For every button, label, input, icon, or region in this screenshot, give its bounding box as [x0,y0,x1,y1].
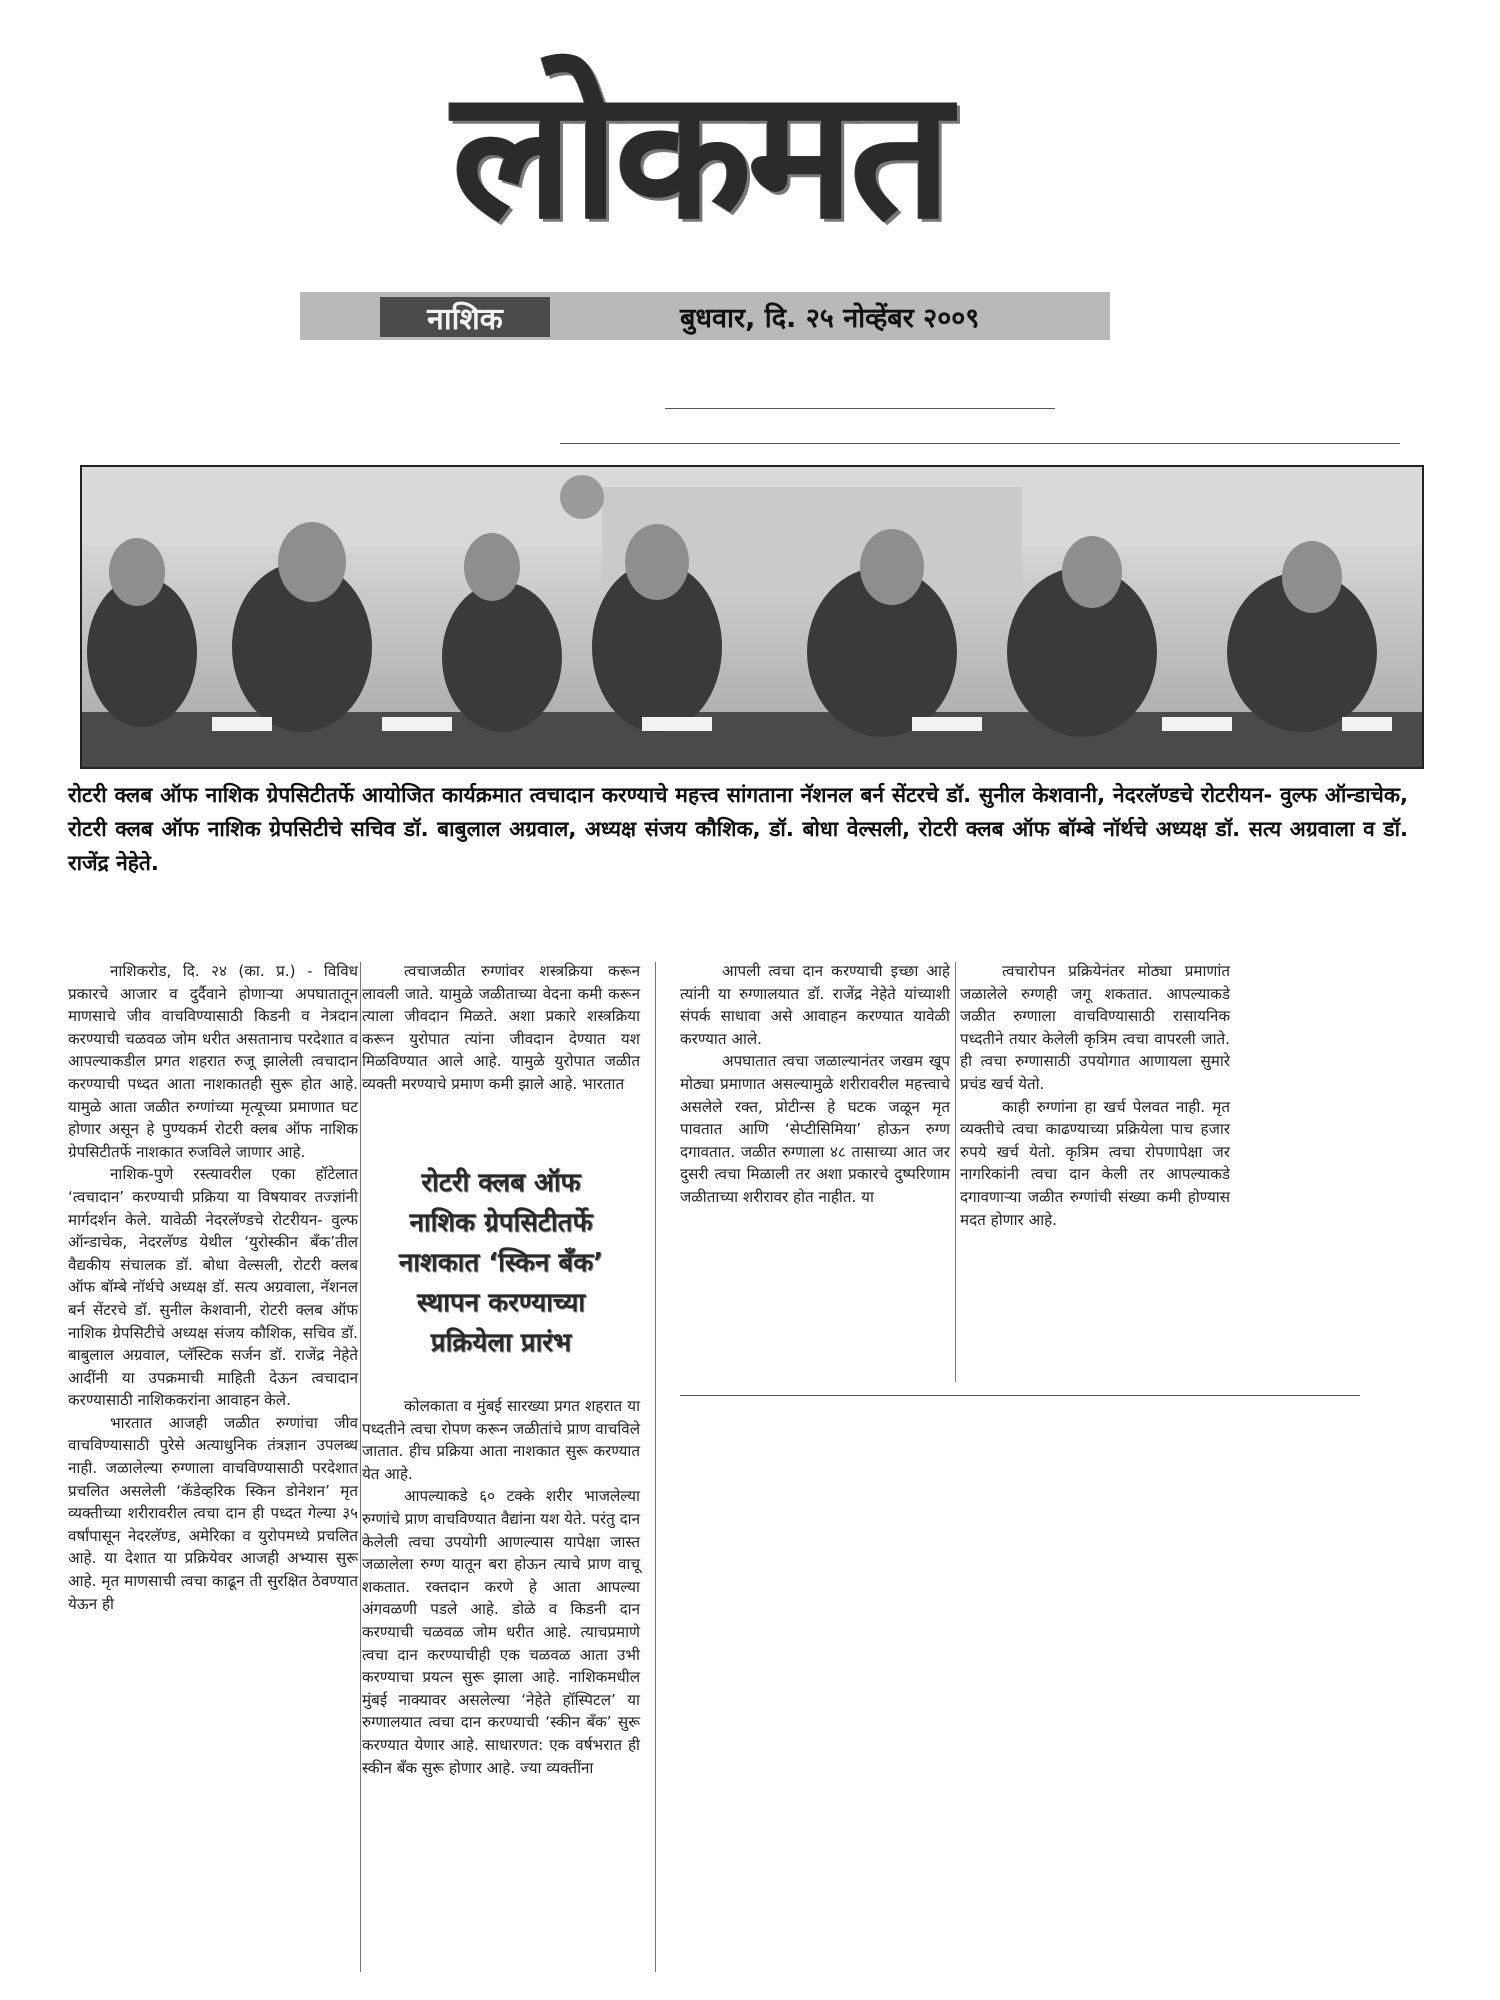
photo-caption: रोटरी क्लब ऑफ नाशिक ग्रेपसिटीतर्फे आयोजित कार्यक्रमात त्वचादान करण्याचे महत्त्व सांगताना नॅशनल बर्न सेंटरचे डॉ. सुनील केशवानी, नेदरलॅण्डचे रोटरीयन- वुल्फ ऑन्डाचेक, रोटरी क्लब ऑफ नाशिक ग्रेपसिटीचे सचिव डॉ. बाबुलाल अग्रवाल, अध्यक्ष संजय कौशिक, डॉ. बोधा वेल्सली, रोटरी क्लब ऑफ बॉम्बे नॉर्थचे अध्यक्ष डॉ. सत्य अग्रवाला व डॉ. राजेंद्र नेहेते. [68,783,1408,875]
rule-end [680,1395,1360,1396]
article-paragraph: आपली त्वचा दान करण्याची इच्छा आहे त्यांनी या रुग्णालयात डॉ. राजेंद्र नेहेते यांच्याशी संपर्क साधावा असे आवाहन करण्यात यावेळी करण्यात आले. [680,962,950,1048]
headline-line: नाशिक ग्रेपसिटीतर्फे [409,1207,593,1238]
headline-line: स्थापन करण्याच्या [416,1287,586,1318]
column-divider [955,962,956,1382]
issue-date: बुधवार, दि. २५ नोव्हेंबर २००९ [680,302,980,334]
article-paragraph: आपल्याकडे ६० टक्के शरीर भाजलेल्या रुग्णांचे प्राण वाचविण्यात वैद्यांना यश येते. परंतु दान केलेली त्वचा उपयोगी आणल्यास यापेक्षा जास्त जळालेला रुग्ण यातून बरा होऊन त्याचे प्राण वाचू शकतात. रक्तदान करणे हे आता आपल्या अंगवळणी पडले आहे. डोळे व किडनी दान करण्याची चळवळ जोम धरीत आहे. त्याचप्रमाणे त्वचा दान करण्याचीही एक चळवळ आता उभी करण्याचा प्रयत्न सुरू झाला आहे. नाशिकमधील मुंबई नाक्यावर असलेल्या ‘नेहेते हॉस्पिटल’ या रुग्णालयात त्वचा दान करण्याची ‘स्कीन बँक’ सुरू करण्यात येणार आहे. साधारणत: एक वर्षभरात ही स्कीन बँक सुरू होणार आहे. ज्या व्यक्तींना [362,1487,640,1777]
article-paragraph: काही रुग्णांना हा खर्च पेलवत नाही. मृत व्यक्तीचे त्वचा काढण्याच्या प्रक्रियेला पाच हजार रुपये खर्च येतो. कृत्रिम त्वचा रोपणापेक्षा जर नागरिकांनी त्वचा दान केली तर आपल्याकडे दगावणाऱ्या जळीत रुग्णांची संख्या कमी होण्यास मदत होणार आहे. [960,1097,1230,1229]
rule-long [560,443,1400,444]
dateline-bar [300,292,1110,340]
column-divider [655,962,656,1972]
subheadline [370,1145,632,1380]
article-column-4 [960,960,1230,1231]
headline-line: प्रक्रियेला प्रारंभ [430,1327,572,1358]
article-column-3 [680,960,950,1209]
article-paragraph: कोलकाता व मुंबई सारख्या प्रगत शहरात या पध्दतीने त्वचा रोपण करून जळीतांचे प्राण वाचविले जातात. हीच प्रक्रिया आता नाशकात सुरू करण्यात येत आहे. [362,1397,640,1483]
article-paragraph: त्वचाजळीत रुग्णांवर शस्त्रक्रिया करून लावली जाते. यामुळे जळीताच्या वेदना कमी करून त्याला जीवदान मिळते. अशा प्रकारे शस्त्रक्रिया करून युरोपात त्यांना जीवदान देण्यात यश मिळविण्यात आले आहे. यामुळे युरोपात जळीत व्यक्ती मरण्याचे प्रमाण कमी झाले आहे. भारतात [362,962,640,1093]
photo-image [82,467,1422,767]
column-divider [360,962,361,1972]
article-column-2-continued [362,1395,640,1779]
article-column-2 [362,960,640,1096]
headline-line: नाशकात ‘स्किन बँक’ [398,1247,604,1278]
news-photo [80,465,1424,769]
rule-short [665,408,1055,409]
article-paragraph: त्वचारोपन प्रक्रियेनंतर मोठ्या प्रमाणांत जळालेले रुग्णही जगू शकतात. आपल्याकडे जळीत रुग्णाला वाचविण्यासाठी रासायनिक पध्दतीने तयार केलेली कृत्रिम त्वचा वापरली जाते. ही त्वचा रुग्णासाठी उपयोगात आणायला सुमारे प्रचंड खर्च येतो. [960,962,1230,1093]
article-column-1 [68,960,358,1615]
article-paragraph: भारतात आजही जळीत रुग्णांचा जीव वाचविण्यासाठी पुरेसे अत्याधुनिक तंत्रज्ञान उपलब्ध नाही. जळालेल्या रुग्णाला वाचविण्यासाठी परदेशात प्रचलित असलेली ‘कॅडेव्हरिक स्किन डोनेशन’ मृत व्यक्तीच्या शरीरावरील त्वचा दान ही पध्दत गेल्या ३५ वर्षांपासून नेदरलॅण्ड, अमेरिका व युरोपमध्ये प्रचलित आहे. या देशात या प्रक्रियेवर आजही अभ्यास सुरू आहे. मृत माणसाची त्वचा काढून ती सुरक्षित ठेवण्यात येऊन ही [68,1413,358,1613]
article-paragraph: अपघातात त्वचा जळाल्यानंतर जखम खूप मोठ्या प्रमाणात असल्यामुळे शरीरावरील महत्त्वाचे असलेले रक्त, प्रोटीन्स हे घटक जळून मृत पावतात आणि ‘सेप्टीसिमिया’ होऊन रुग्ण दगावतात. जळीत रुग्णाला ४८ तासाच्या आत जर दुसरी त्वचा मिळाली तर अशा प्रकारचे दुष्परिणाम जळीताच्या शरीरावर होत नाहीत. या [680,1052,950,1206]
article-paragraph: नाशिकरोड, दि. २४ (का. प्र.) - विविध प्रकारचे आजार व दुर्दैवाने होणाऱ्या अपघातातून माणसाचे जीव वाचविण्यासाठी किडनी व नेत्रदान करण्याची चळवळ जोम धरीत असतानाच परदेशात व आपल्याकडील प्रगत शहरात रुजू झालेली त्वचादान करण्याची पध्दत आता नाशकातही सुरू होत आहे. यामुळे आता जळीत रुग्णांच्या मृत्यूच्या प्रमाणात घट होणार असून हे पुण्यकर्म रोटरी क्लब ऑफ नाशिक ग्रेपसिटीतर्फे नाशकात रुजविले जाणार आहे. [68,962,358,1161]
headline-line: रोटरी क्लब ऑफ [421,1167,581,1198]
article-paragraph: नाशिक-पुणे रस्त्यावरील एका हॉटेलात ‘त्वचादान’ करण्याची प्रक्रिया या विषयावर तज्ज्ञांनी मार्गदर्शन केले. यावेळी नेदरलॅण्डचे रोटरीयन- वुल्फ ऑन्डाचेक, नेदरलॅण्ड येथील ‘युरोस्कीन बँक’तील वैद्यकीय संचालक डॉ. बोधा वेल्सली, रोटरी क्लब ऑफ बॉम्बे नॉर्थचे अध्यक्ष डॉ. सत्य अग्रवाला, नॅशनल बर्न सेंटरचे डॉ. सुनील केशवानी, रोटरी क्लब ऑफ नाशिक ग्रेपसिटीचे अध्यक्ष संजय कौशिक, सचिव डॉ. बाबुलाल अग्रवाल, प्लॅस्टिक सर्जन डॉ. राजेंद्र नेहेते आदींनी या उपक्रमाची माहिती देऊन त्वचादान करण्यासाठी नाशिककरांना आवाहन केले. [68,1165,358,1410]
masthead-logo: लोकमत [452,51,948,258]
city-label: नाशिक [380,297,550,337]
